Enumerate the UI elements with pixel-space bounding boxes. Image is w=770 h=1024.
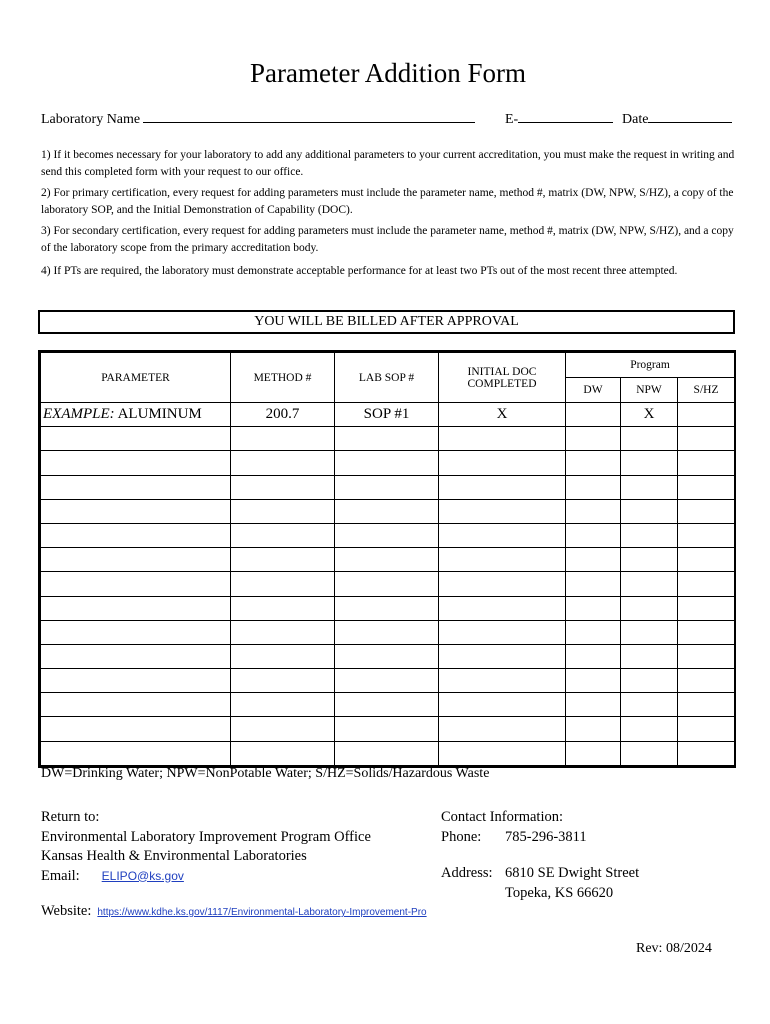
email-label: Email: bbox=[41, 867, 80, 884]
entry-cell-npw[interactable] bbox=[621, 596, 678, 620]
date-field[interactable] bbox=[622, 108, 732, 128]
header-npw: NPW bbox=[621, 378, 678, 403]
entry-cell-doc[interactable] bbox=[439, 572, 566, 596]
e-field[interactable] bbox=[505, 108, 613, 128]
entry-cell-npw[interactable] bbox=[621, 499, 678, 523]
entry-cell-parameter[interactable] bbox=[41, 644, 231, 668]
entry-cell-method[interactable] bbox=[231, 717, 335, 741]
entry-cell-parameter[interactable] bbox=[41, 475, 231, 499]
entry-cell-doc[interactable] bbox=[439, 693, 566, 717]
instruction-3: 3) For secondary certification, every request for adding parameters must include the parameter name, method #, matrix (DW, NPW, S/HZ), and a copy of the laboratory scope from the primary accreditation body. bbox=[41, 225, 734, 254]
header-lab-sop: LAB SOP # bbox=[335, 353, 439, 403]
entry-cell-parameter[interactable] bbox=[41, 548, 231, 572]
entry-cell-dw[interactable] bbox=[566, 596, 621, 620]
entry-cell-doc[interactable] bbox=[439, 548, 566, 572]
form-title: Parameter Addition Form bbox=[250, 58, 526, 88]
header-initial-doc bbox=[439, 353, 566, 403]
entry-cell-shz[interactable] bbox=[678, 717, 735, 741]
entry-cell-dw[interactable] bbox=[566, 499, 621, 523]
revision-label: Rev: 08/2024 bbox=[636, 941, 712, 956]
entry-cell-npw[interactable] bbox=[621, 644, 678, 668]
lab-name-label: Laboratory Name bbox=[41, 112, 141, 127]
entry-cell-dw[interactable] bbox=[566, 717, 621, 741]
entry-cell-parameter[interactable] bbox=[41, 693, 231, 717]
entry-cell-sop[interactable] bbox=[335, 693, 439, 717]
entry-cell-doc[interactable] bbox=[439, 427, 566, 451]
entry-cell-parameter[interactable] bbox=[41, 523, 231, 547]
entry-cell-sop[interactable] bbox=[335, 669, 439, 693]
entry-cell-shz[interactable] bbox=[678, 596, 735, 620]
entry-cell-shz[interactable] bbox=[678, 548, 735, 572]
entry-cell-npw[interactable] bbox=[621, 451, 678, 475]
entry-cell-doc[interactable] bbox=[439, 620, 566, 644]
entry-cell-dw[interactable] bbox=[566, 475, 621, 499]
header-program: Program bbox=[566, 353, 735, 378]
header-dw: DW bbox=[566, 378, 621, 403]
table-row bbox=[41, 475, 735, 499]
contact-label: Contact Information: bbox=[441, 809, 564, 825]
entry-cell-parameter[interactable] bbox=[41, 717, 231, 741]
entry-cell-shz[interactable] bbox=[678, 693, 735, 717]
entry-cell-sop[interactable] bbox=[335, 427, 439, 451]
entry-cell-parameter[interactable] bbox=[41, 572, 231, 596]
entry-cell-sop[interactable] bbox=[335, 499, 439, 523]
entry-cell-method[interactable] bbox=[231, 451, 335, 475]
entry-cell-doc[interactable] bbox=[439, 741, 566, 765]
header-initial-doc-line1: INITIAL DOC bbox=[467, 365, 537, 378]
entry-cell-npw[interactable] bbox=[621, 523, 678, 547]
entry-cell-sop[interactable] bbox=[335, 475, 439, 499]
lab-name-field[interactable] bbox=[41, 108, 475, 128]
table-row bbox=[41, 620, 735, 644]
entry-cell-npw[interactable] bbox=[621, 475, 678, 499]
entry-cell-method[interactable] bbox=[231, 572, 335, 596]
entry-cell-method[interactable] bbox=[231, 741, 335, 765]
entry-cell-doc[interactable] bbox=[439, 451, 566, 475]
entry-cell-shz[interactable] bbox=[678, 499, 735, 523]
entry-cell-npw[interactable] bbox=[621, 427, 678, 451]
entry-cell-doc[interactable] bbox=[439, 644, 566, 668]
entry-cell-doc[interactable] bbox=[439, 475, 566, 499]
table-row bbox=[41, 717, 735, 741]
entry-cell-npw[interactable] bbox=[621, 620, 678, 644]
entry-cell-npw[interactable] bbox=[621, 669, 678, 693]
phone-label: Phone: bbox=[441, 828, 482, 845]
entry-cell-npw[interactable] bbox=[621, 548, 678, 572]
instruction-2: 2) For primary certification, every request for adding parameters must include the parameter name, method #, matrix (DW, NPW, S/HZ), a copy of the laboratory SOP, and the Initial Demonstration of Capability (DOC). bbox=[41, 187, 734, 216]
entry-cell-dw[interactable] bbox=[566, 644, 621, 668]
return-org: Kansas Health & Environmental Laboratories bbox=[41, 848, 307, 864]
lab-name-line[interactable] bbox=[143, 108, 475, 123]
table-row bbox=[41, 741, 735, 765]
parameter-table bbox=[38, 350, 736, 768]
entry-cell-shz[interactable] bbox=[678, 741, 735, 765]
entry-cell-parameter[interactable] bbox=[41, 741, 231, 765]
table-row bbox=[41, 644, 735, 668]
address-line-2: Topeka, KS 66620 bbox=[505, 884, 614, 901]
table-row bbox=[41, 427, 735, 451]
phone-line bbox=[441, 828, 587, 848]
entry-cell-parameter[interactable] bbox=[41, 499, 231, 523]
entry-cell-doc[interactable] bbox=[439, 596, 566, 620]
entry-cell-sop[interactable] bbox=[335, 741, 439, 765]
entry-cell-shz[interactable] bbox=[678, 644, 735, 668]
entry-cell-sop[interactable] bbox=[335, 620, 439, 644]
entry-cell-doc[interactable] bbox=[439, 717, 566, 741]
table-row bbox=[41, 596, 735, 620]
entry-cell-method[interactable] bbox=[231, 669, 335, 693]
entry-cell-method[interactable] bbox=[231, 499, 335, 523]
entry-cell-shz[interactable] bbox=[678, 620, 735, 644]
date-label: Date bbox=[622, 112, 649, 127]
table-row bbox=[41, 693, 735, 717]
address-line-1-row bbox=[441, 864, 639, 884]
entry-cell-method[interactable] bbox=[231, 693, 335, 717]
entry-cell-dw[interactable] bbox=[566, 669, 621, 693]
example-parameter: ALUMINUM bbox=[117, 406, 202, 423]
e-line[interactable] bbox=[518, 108, 613, 123]
return-office: Environmental Laboratory Improvement Program Office bbox=[41, 828, 371, 845]
entry-cell-doc[interactable] bbox=[439, 523, 566, 547]
entry-cell-dw[interactable] bbox=[566, 523, 621, 547]
entry-cell-shz[interactable] bbox=[678, 427, 735, 451]
entry-cell-method[interactable] bbox=[231, 596, 335, 620]
table-row bbox=[41, 669, 735, 693]
contact-block bbox=[441, 808, 587, 847]
table-row bbox=[41, 523, 735, 547]
header-method: METHOD # bbox=[231, 353, 335, 403]
table-row bbox=[41, 572, 735, 596]
entry-cell-sop[interactable] bbox=[335, 548, 439, 572]
entry-cell-npw[interactable] bbox=[621, 741, 678, 765]
entry-cell-parameter[interactable] bbox=[41, 451, 231, 475]
table-row bbox=[41, 499, 735, 523]
entry-cell-sop[interactable] bbox=[335, 572, 439, 596]
example-method: 200.7 bbox=[231, 403, 335, 427]
header-initial-doc-line2: COMPLETED bbox=[467, 377, 537, 390]
entry-cell-dw[interactable] bbox=[566, 451, 621, 475]
example-doc: X bbox=[439, 403, 566, 427]
entry-cell-sop[interactable] bbox=[335, 717, 439, 741]
entry-cell-sop[interactable] bbox=[335, 596, 439, 620]
entry-cell-parameter[interactable] bbox=[41, 596, 231, 620]
example-sop: SOP #1 bbox=[335, 403, 439, 427]
entry-cell-shz[interactable] bbox=[678, 669, 735, 693]
entry-cell-npw[interactable] bbox=[621, 572, 678, 596]
example-npw: X bbox=[621, 403, 678, 427]
instruction-4: 4) If PTs are required, the laboratory must demonstrate acceptable performance for at least two PTs out of the most recent three attempted. bbox=[41, 265, 678, 277]
entry-cell-method[interactable] bbox=[231, 475, 335, 499]
entry-cell-npw[interactable] bbox=[621, 717, 678, 741]
email-link[interactable]: ELIPO@ks.gov bbox=[101, 868, 184, 883]
entry-cell-method[interactable] bbox=[231, 644, 335, 668]
example-prefix: EXAMPLE: bbox=[43, 406, 115, 423]
phone-number: 785-296-3811 bbox=[505, 828, 587, 845]
address-block bbox=[441, 864, 639, 903]
entry-cell-method[interactable] bbox=[231, 523, 335, 547]
address-label: Address: bbox=[441, 865, 493, 881]
return-to-block bbox=[41, 808, 371, 886]
entry-cell-sop[interactable] bbox=[335, 451, 439, 475]
matrix-legend: DW=Drinking Water; NPW=NonPotable Water; S/HZ=Solids/Hazardous Waste bbox=[41, 766, 490, 781]
website-line bbox=[41, 902, 427, 923]
entry-cell-dw[interactable] bbox=[566, 548, 621, 572]
website-label: Website: bbox=[41, 903, 92, 919]
entry-cell-sop[interactable] bbox=[335, 644, 439, 668]
entry-cell-method[interactable] bbox=[231, 620, 335, 644]
entry-cell-dw[interactable] bbox=[566, 741, 621, 765]
website-link[interactable]: https://www.kdhe.ks.gov/1117/Environmental-Laboratory-Improvement-Pro bbox=[97, 907, 427, 918]
entry-cell-doc[interactable] bbox=[439, 669, 566, 693]
entry-cell-shz[interactable] bbox=[678, 451, 735, 475]
e-label: E- bbox=[505, 112, 519, 127]
entry-cell-dw[interactable] bbox=[566, 620, 621, 644]
billing-notice: YOU WILL BE BILLED AFTER APPROVAL bbox=[38, 310, 735, 334]
entry-cell-sop[interactable] bbox=[335, 523, 439, 547]
entry-cell-dw[interactable] bbox=[566, 693, 621, 717]
table-row bbox=[41, 548, 735, 572]
entry-cell-parameter[interactable] bbox=[41, 620, 231, 644]
address-line-1: 6810 SE Dwight Street bbox=[505, 865, 640, 881]
entry-cell-shz[interactable] bbox=[678, 572, 735, 596]
entry-cell-method[interactable] bbox=[231, 427, 335, 451]
entry-cell-doc[interactable] bbox=[439, 499, 566, 523]
entry-cell-parameter[interactable] bbox=[41, 669, 231, 693]
entry-cell-dw[interactable] bbox=[566, 572, 621, 596]
header-parameter: PARAMETER bbox=[41, 353, 231, 403]
example-parameter-cell bbox=[41, 403, 231, 427]
example-dw bbox=[566, 403, 621, 427]
example-row bbox=[41, 403, 735, 427]
entry-cell-shz[interactable] bbox=[678, 523, 735, 547]
header-shz: S/HZ bbox=[678, 378, 735, 403]
entry-cell-dw[interactable] bbox=[566, 427, 621, 451]
entry-cell-parameter[interactable] bbox=[41, 427, 231, 451]
example-shz bbox=[678, 403, 735, 427]
table-row bbox=[41, 451, 735, 475]
instruction-1: 1) If it becomes necessary for your laboratory to add any additional parameters to your current accreditation, you must make the request in writing and send this completed form with your request to our office. bbox=[41, 149, 735, 178]
email-line bbox=[41, 867, 371, 887]
date-line[interactable] bbox=[648, 108, 732, 123]
return-to-label: Return to: bbox=[41, 809, 100, 825]
entry-cell-npw[interactable] bbox=[621, 693, 678, 717]
entry-cell-shz[interactable] bbox=[678, 475, 735, 499]
entry-cell-method[interactable] bbox=[231, 548, 335, 572]
